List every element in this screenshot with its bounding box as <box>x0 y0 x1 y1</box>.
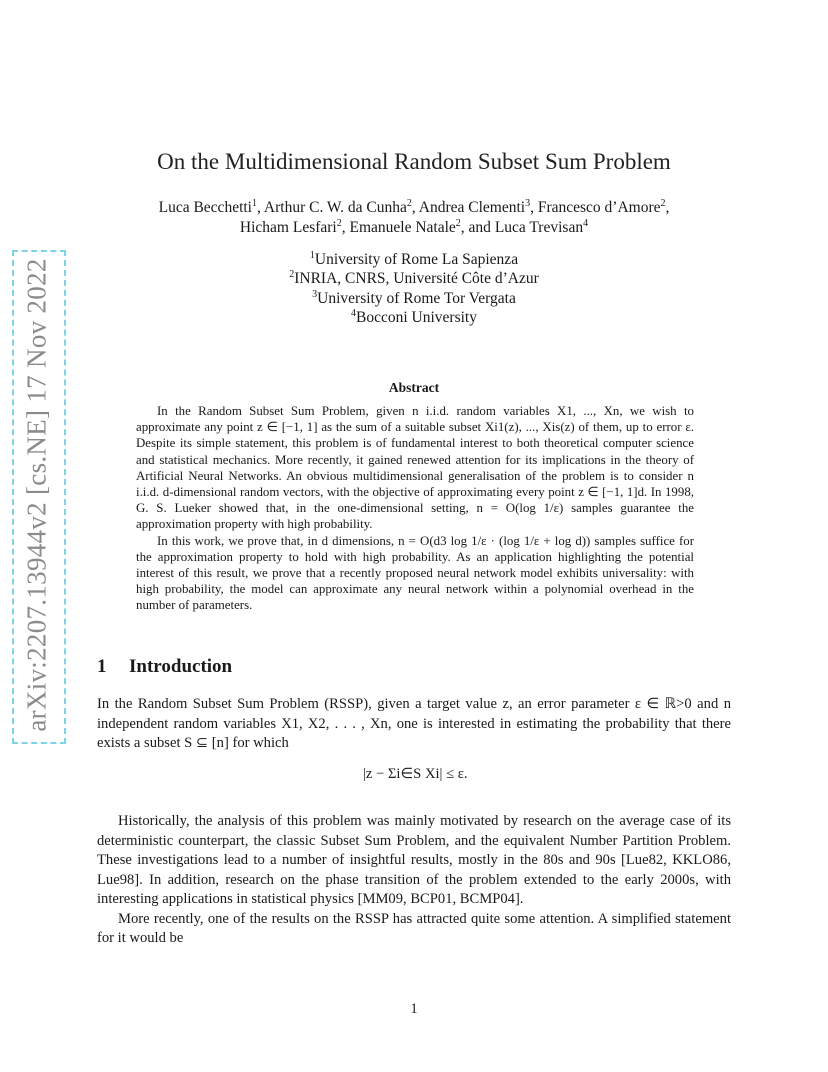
author-affil-mark: 1 <box>252 197 257 209</box>
affil-name: INRIA, CNRS, Université Côte d’Azur <box>294 270 539 288</box>
author-line-1: Luca Becchetti$^1$, Arthur C. W. da Cunha$^2$, Andrea Clementi$^3$, Francesco d’Amore$^2$, <box>158 197 670 216</box>
intro-body <box>97 812 731 949</box>
author: Arthur C. W. da Cunha <box>263 199 407 216</box>
section-title: Introduction <box>129 656 233 677</box>
author-affil-mark: 2 <box>336 217 342 229</box>
affiliation <box>97 308 731 327</box>
author: Luca Trevisan <box>494 219 584 236</box>
intro-paragraph-1: In the Random Subset Sum Problem (RSSP), given a target value z, an error parameter ε ∈ ℝ>0 and n independent random variables X1, X2, . . . , Xn, one is interested in estimating the probability that there exists a subset S ⊆ [n] for which <box>97 696 731 751</box>
affiliation-list <box>97 250 731 327</box>
author: Hicham Lesfari <box>239 219 337 236</box>
affil-mark: 3 <box>312 288 318 300</box>
section-number: 1 <box>97 656 107 677</box>
affil-mark: 4 <box>351 307 357 319</box>
section-heading <box>97 656 232 678</box>
abstract-body <box>136 403 694 614</box>
author: Francesco d’Amore <box>537 199 661 216</box>
affil-name: University of Rome La Sapienza <box>314 251 519 268</box>
abstract-paragraph-2: In this work, we prove that, in d dimensions, n = O(d3 log 1/ε · (log 1/ε + log d)) samples suffice for the approximation property to hold with high probability. As an application highlighting the potential interest of this result, we prove that a recently proposed neural network model exhibits universality: with high probability, the model can approximate any neural network within a polynomial overhead in the number of parameters. <box>136 533 694 613</box>
author-list <box>97 198 731 238</box>
intro-paragraph-3: More recently, one of the results on the RSSP has attracted quite some attention. A simplified statement for it would be <box>97 910 731 946</box>
affil-mark: 2 <box>289 269 295 281</box>
author: Andrea Clementi <box>418 199 526 216</box>
author: Emanuele Natale <box>349 219 456 236</box>
affil-name: Bocconi University <box>356 308 477 326</box>
paper-title: On the Multidimensional Random Subset Sum Problem <box>157 149 671 174</box>
display-equation <box>355 757 485 801</box>
author-line-2: Hicham Lesfari$^2$, Emanuele Natale$^2$, and Luca Trevisan$^4$ <box>239 217 589 236</box>
affil-mark: 1 <box>309 249 315 261</box>
author-affil-mark: 2 <box>406 197 412 209</box>
equation-text: |z − Σi∈S Xi| ≤ ε. <box>363 766 468 782</box>
affiliation <box>97 250 731 269</box>
page-number: 1 <box>410 1001 418 1017</box>
abstract-paragraph-1: In the Random Subset Sum Problem, given n i.i.d. random variables X1, ..., Xn, we wish to approximate any point z ∈ [−1, 1] as the sum of a suitable subset Xi1(z), ..., Xis(z) of them, up to error ε. Despite its simple statement, this problem is of fundamental interest to both theoretical computer science and statistical mechanics. More recently, it gained renewed attention for its implications in the theory of Artificial Neural Networks. An obvious multidimensional generalisation of the problem is to consider n i.i.d. d-dimensional random vectors, with the objective of approximating every point z ∈ [−1, 1]d. In 1998, G. S. Lueker showed that, in the one-dimensional setting, n = O(log 1/ε) samples guarantee the approximation property with high probability. <box>136 404 694 532</box>
arxiv-identifier[interactable]: arXiv:2207.13944v2 [cs.NE] 17 Nov 2022 <box>21 258 52 732</box>
author-affil-mark: 4 <box>583 217 589 229</box>
author-affil-mark: 2 <box>455 217 461 229</box>
affiliation <box>97 269 731 288</box>
intro-paragraph-2-text: Historically, the analysis of this problem was mainly motivated by research on the average case of its deterministic counterpart, the classic Subset Sum Problem, and the equivalent Number Partition Problem. These investigations lead to a number of insightful results, mostly in the 80s and 90s [Lue82, KKLO86, Lue98]. In addition, research on the phase transition of the problem extended to the early 2000s, with interesting applications in statistical physics [MM09, BCP01, BCMP04]. <box>97 813 731 907</box>
affil-name: University of Rome Tor Vergata <box>317 289 516 307</box>
author: Luca Becchetti <box>158 199 252 216</box>
author-affil-mark: 3 <box>525 197 531 209</box>
intro-paragraph-2 <box>97 812 731 910</box>
author-affil-mark: 2 <box>660 197 666 209</box>
affiliation <box>97 289 731 308</box>
abstract-heading: Abstract <box>388 380 440 395</box>
